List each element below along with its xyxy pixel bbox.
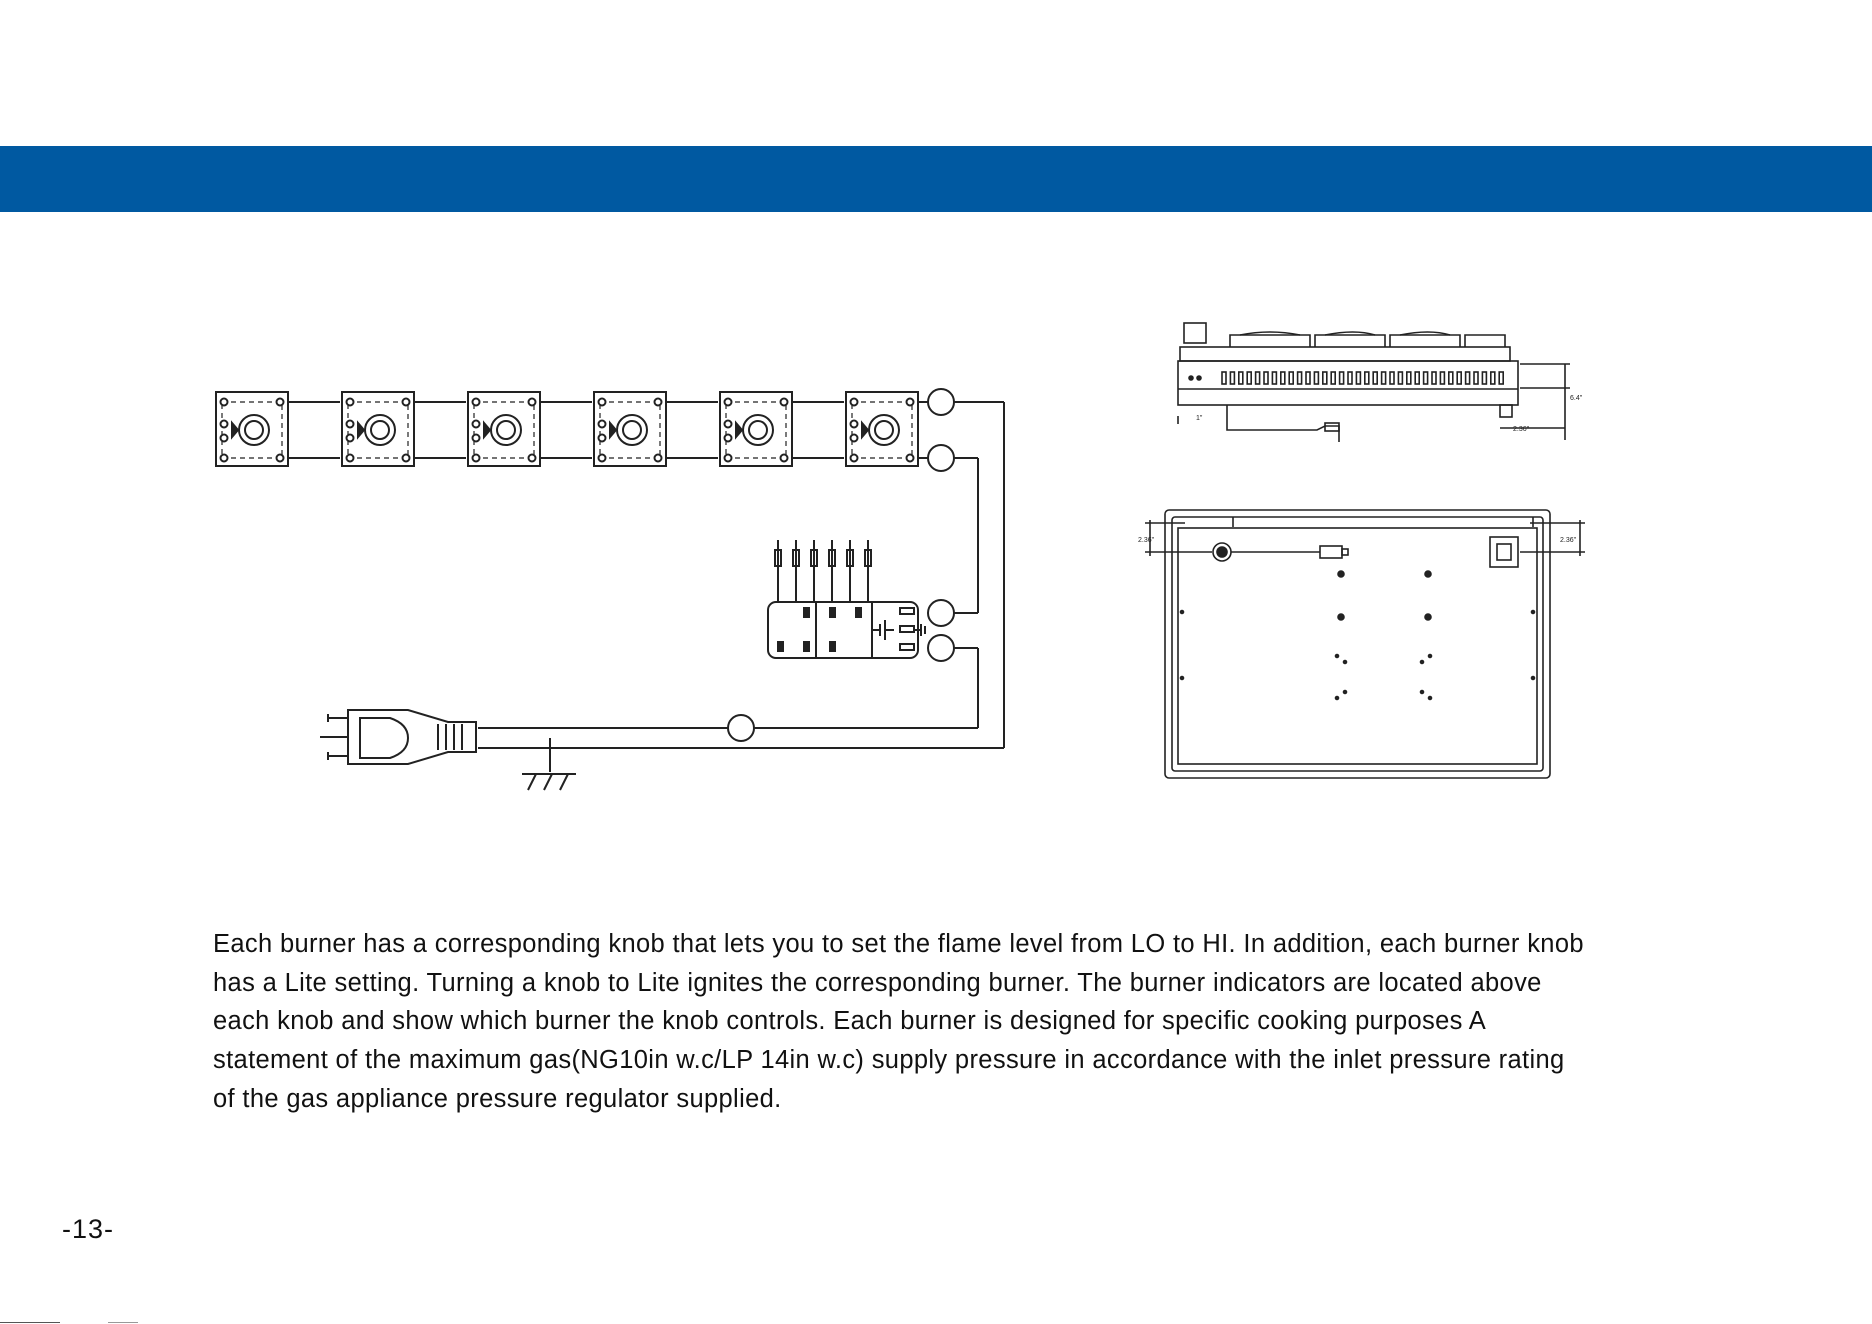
vent-slot [1373, 372, 1377, 384]
vent-slot [1474, 372, 1478, 384]
body-paragraph [213, 925, 1773, 1119]
vent-slot [1340, 372, 1344, 384]
dim-label-left: 2.36" [1138, 537, 1155, 544]
burner-valve-icon [468, 392, 540, 466]
cooktop-drawing [1120, 320, 1610, 790]
burner-valve-icon [342, 392, 414, 466]
vent-slot [1356, 372, 1360, 384]
burner-valve-icon [720, 392, 792, 466]
vent-slot [1457, 372, 1461, 384]
dim-label-height: 6.4" [1570, 395, 1583, 402]
vent-slot [1365, 372, 1369, 384]
footer-rule [0, 1322, 60, 1323]
vent-slot [1264, 372, 1268, 384]
vent-slot [1449, 372, 1453, 384]
electrode-icon [793, 540, 799, 602]
body-line: each knob and show which burner the knob controls. Each burner is designed for specific cooking purposes A [213, 1007, 1487, 1036]
vent-slot [1306, 372, 1310, 384]
vent-slot [1466, 372, 1470, 384]
footer-rule [108, 1322, 138, 1323]
vent-slot [1314, 372, 1318, 384]
vent-slot [1432, 372, 1436, 384]
page-number: -13- [62, 1214, 115, 1244]
body-line: of the gas appliance pressure regulator supplied. [213, 1084, 782, 1113]
vent-slot [1491, 372, 1495, 384]
vent-slot [1256, 372, 1260, 384]
vent-slot [1247, 372, 1251, 384]
vent-slot [1424, 372, 1428, 384]
burner-valve-icon [594, 392, 666, 466]
vent-slot [1222, 372, 1226, 384]
vent-slot [1398, 372, 1402, 384]
dim-label-foot: 2.36" [1513, 426, 1530, 433]
vent-slot [1440, 372, 1444, 384]
electrode-icon [829, 540, 835, 602]
burner-valve-icon [846, 392, 918, 466]
vent-slot [1230, 372, 1234, 384]
electrode-icon [847, 540, 853, 602]
vent-slot [1239, 372, 1243, 384]
cooktop-side-view [1178, 323, 1583, 442]
vent-slot [1323, 372, 1327, 384]
vent-slot [1331, 372, 1335, 384]
vent-slot [1348, 372, 1352, 384]
body-line: statement of the maximum gas(NG10in w.c/LP 14in w.c) supply pressure in accordance with the inlet pressure rating [213, 1046, 1565, 1075]
header-band [0, 146, 1872, 212]
vent-slot [1298, 372, 1302, 384]
dim-label-offset: 1" [1196, 415, 1203, 422]
vent-slot [1281, 372, 1285, 384]
burner-valve-icon [216, 392, 288, 466]
vent-slot [1499, 372, 1503, 384]
body-line: has a Lite setting. Turning a knob to Lite ignites the corresponding burner. The burner indicators are located above [213, 968, 1542, 997]
vent-slot [1382, 372, 1386, 384]
vent-slot [1482, 372, 1486, 384]
electrode-icon [775, 540, 781, 602]
electrode-icon [811, 540, 817, 602]
vent-slot [1289, 372, 1293, 384]
vent-slot [1390, 372, 1394, 384]
body-line: Each burner has a corresponding knob that lets you to set the flame level from LO to HI. In addition, each burner knob [213, 930, 1584, 958]
vent-slot [1272, 372, 1276, 384]
vent-slot [1407, 372, 1411, 384]
wiring-diagram [210, 380, 1010, 800]
cooktop-top-view [1138, 510, 1585, 778]
dim-label-right: 2.36" [1560, 537, 1577, 544]
vent-slot [1415, 372, 1419, 384]
electrode-icon [865, 540, 871, 602]
